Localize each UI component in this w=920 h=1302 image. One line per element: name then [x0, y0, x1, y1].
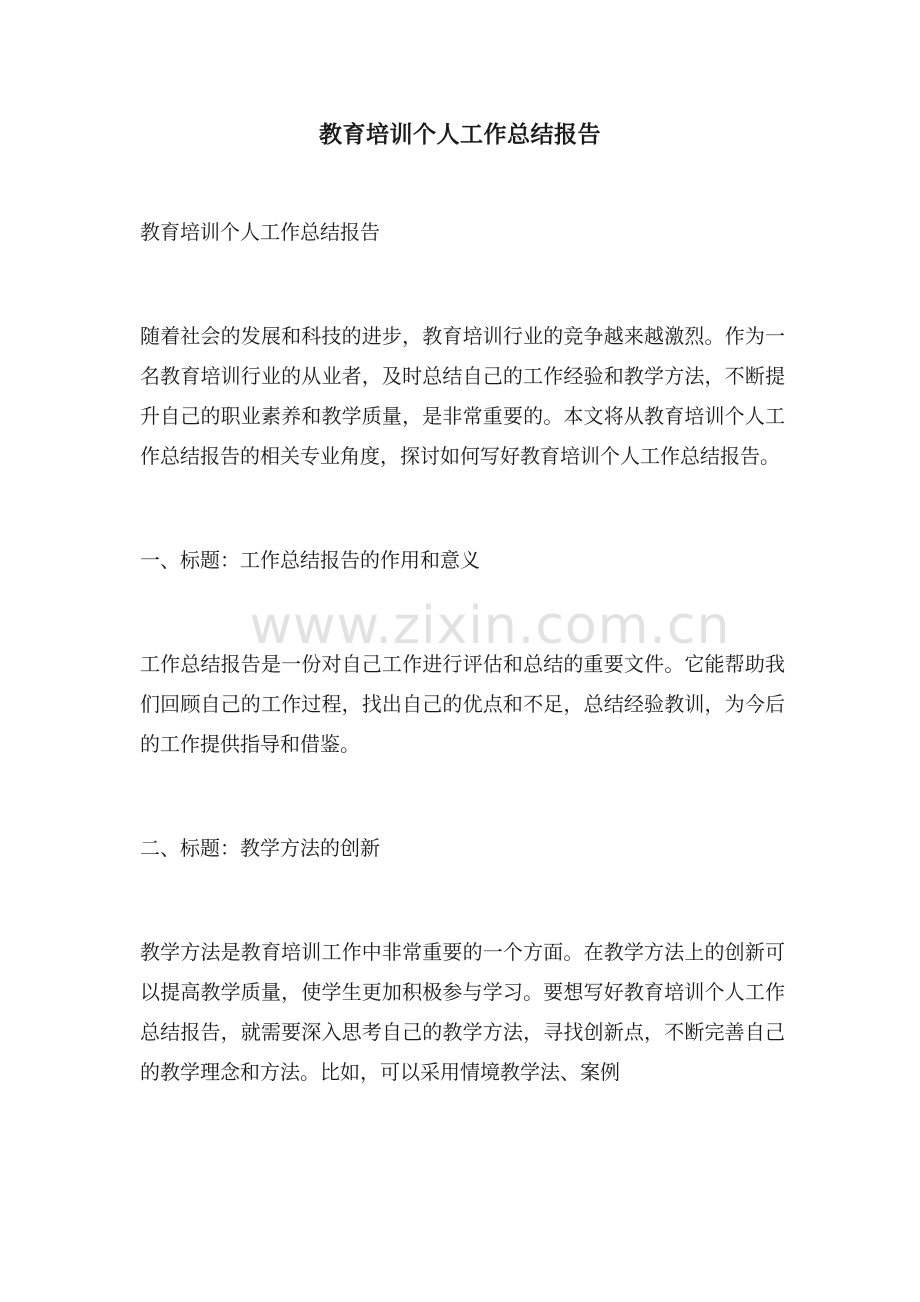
section-2-paragraph: 教学方法是教育培训工作中非常重要的一个方面。在教学方法上的创新可以提高教学质量，使学生更加积极参与学习。要想写好教育培训个人工作总结报告，就需要深入思考自己的教学方法，寻找创新点，不断完善自己的教学理念和方法。比如，可以采用情境教学法、案例 [140, 940, 785, 1084]
document-title: 教育培训个人工作总结报告 [319, 121, 601, 148]
section-1-paragraph: 工作总结报告是一份对自己工作进行评估和总结的重要文件。它能帮助我们回顾自己的工作过程，找出自己的优点和不足，总结经验教训，为今后的工作提供指导和借鉴。 [140, 652, 785, 756]
intro-paragraph: 随着社会的发展和科技的进步，教育培训行业的竞争越来越激烈。作为一名教育培训行业的从业者，及时总结自己的工作经验和教学方法，不断提升自己的职业素养和教学质量，是非常重要的。本文将从教育培训个人工作总结报告的相关专业角度，探讨如何写好教育培训个人工作总结报告。 [140, 324, 785, 468]
section-2-heading: 二、标题：教学方法的创新 [140, 836, 380, 860]
document-body [140, 212, 785, 1156]
section-1-heading: 一、标题：工作总结报告的作用和意义 [140, 548, 480, 572]
site-watermark: www.zixin.com.cn [249, 596, 731, 656]
document-subtitle: 教育培训个人工作总结报告 [140, 220, 380, 244]
